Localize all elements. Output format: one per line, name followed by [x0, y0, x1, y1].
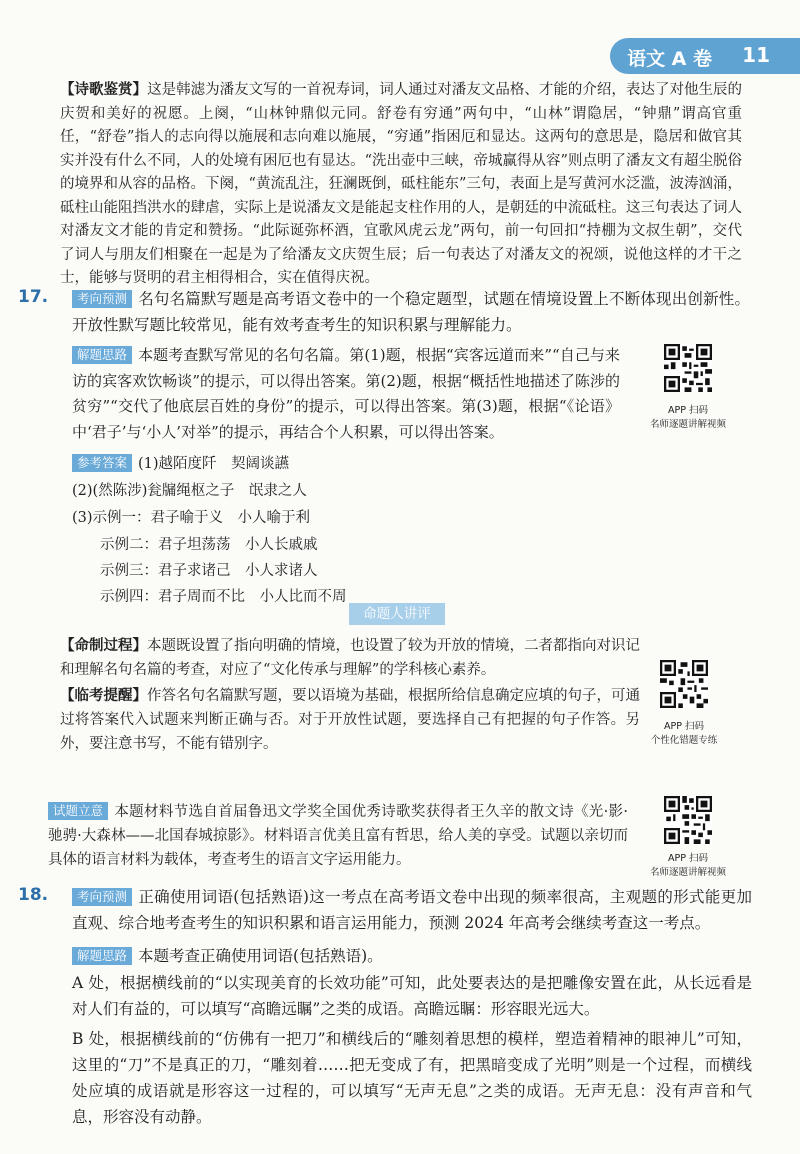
qr-caption-line-2: 名师逐题讲解视频	[649, 419, 726, 430]
intent-tag: 试题立意	[48, 802, 108, 820]
q17-answer-3: (3)示例一：君子喻于义 小人喻于利	[72, 510, 311, 526]
qr-code-icon[interactable]	[664, 796, 712, 844]
q18-a-explanation: A 处，根据横线前的“以实现美育的长效功能”可知，此处要表达的是把雕像安置在此，从长远看是对人们有益的，可以填写“高瞻远瞩”之类的成语。高瞻远瞩：形容眼光远大。	[72, 974, 752, 1018]
intent-text: 本题材料节选自首届鲁迅文学奖全国优秀诗歌奖获得者王久辛的散文诗《光·影·驰骋·大森林——北国春城掠影》。材料语言优美且富有哲思，给人美的享受。试题以亲切而具体的语言材料为载体，考查考生的语言文字运用能力。	[48, 804, 628, 868]
q18-prediction	[72, 884, 752, 936]
q17-predict-text: 名句名篇默写题是高考语文卷中的一个稳定题型，试题在情境设置上不断体现出创新性。开放性默写题比较常见，能有效考查考生的知识积累与理解能力。	[72, 290, 750, 334]
qr-caption-line-2: 名师逐题讲解视频	[649, 867, 726, 878]
commentary-process	[60, 634, 640, 682]
q18-predict-tag: 考向预测	[72, 888, 132, 906]
poem-appreciation	[60, 78, 742, 291]
q18-thinking-tag: 解题思路	[72, 947, 132, 965]
q17-answer-4: 示例二：君子坦荡荡 小人长戚戚	[100, 537, 318, 553]
poem-label: 【诗歌鉴赏】	[60, 81, 148, 98]
reminder-label: 【临考提醒】	[60, 687, 147, 704]
question-17-number: 17.	[18, 287, 49, 307]
qr-code-icon[interactable]	[660, 660, 708, 708]
q17-answer-tag: 参考答案	[72, 454, 132, 472]
q18-b-explanation: B 处，根据横线前的“仿佛有一把刀”和横线后的“雕刻着思想的模样，塑造着精神的眼神儿”可知，这里的“刀”不是真正的刀，“雕刻着……把无变成了有，把黑暗变成了光明”则是一个过程，而横线处应填的成语就是形容这一过程的，可以填写“无声无息”之类的成语。无声无息：没有声音和气息，形容没有动静。	[72, 1030, 752, 1126]
commentary-banner: 命题人讲评	[349, 603, 445, 625]
q17-thinking-tag: 解题思路	[72, 346, 132, 364]
q18-thinking	[72, 944, 383, 966]
q17-answer-5: 示例三：君子求诸己 小人求诸人	[100, 563, 318, 579]
subject-title: 语文 A 卷	[627, 48, 712, 70]
q17-qr-caption	[628, 404, 748, 432]
reminder-text: 作答名句名篇默写题，要以语境为基础，根据所给信息确定应填的句子，可通过将答案代入试题来判断正确与否。对于开放性试题，要选择自己有把握的句子作答。另外，要注意书写，不能有错别字。	[60, 688, 640, 752]
poem-text: 这是韩滤为潘友文写的一首祝寿词，词人通过对潘友文品格、才能的介绍，表达了对他生辰的庆贺和美好的祝愿。上阕，“山林钟鼎似元同。舒卷有穷通”两句中，“山林”谓隐居，“钟鼎”谓高官重任，“舒卷”指人的志向得以施展和志向难以施展，“穷通”指困厄和显达。这两句的意思是，隐居和做官其实并没有什么不同，人的处境有困厄也有显达。“洗出壶中三峡，帝城赢得从容”则点明了潘友文有超尘脱俗的境界和从容的品格。下阕，“黄流乱注，狂澜既倒，砥柱能东”三句，表面上是写黄河水泛滥，波涛汹涌，砥柱山能阻挡洪水的肆虐，实际上是说潘友文是能起支柱作用的人，是朝廷的中流砥柱。这三句表达了词人对潘友文才能的肯定和赞扬。“此际诞弥杯酒，宜歌风虎云龙”两句，前一句回扣“持棚为文叔生朝”，交代了词人与朋友们相聚在一起是为了给潘友文庆贺生辰；后一句表达了对潘友文的祝颂，说他这样的才干之士，能够与贤明的君主相得相合，实在值得庆祝。	[60, 82, 743, 286]
qr-caption-line-2: 个性化错题专练	[650, 735, 718, 746]
commentary-qr-caption	[624, 720, 744, 748]
process-label: 【命制过程】	[60, 637, 147, 654]
answer-line: (1)越陌度阡 契阔谈讌	[138, 456, 290, 472]
page-number: 11	[742, 43, 770, 67]
q17-answer-6: 示例四：君子周而不比 小人比而不周	[100, 589, 347, 605]
q17-thinking	[72, 343, 620, 445]
qr-code-icon[interactable]	[664, 344, 712, 392]
q18-thinking-text: 本题考查正确使用词语(包括熟语)。	[138, 947, 383, 965]
q17-answer-2: (2)(然陈涉)瓮牖绳枢之子 氓隶之人	[72, 483, 307, 499]
question-18-number: 18.	[18, 885, 49, 905]
qr-caption-line-1: APP 扫码	[668, 405, 708, 416]
q17-answer-1	[72, 452, 289, 473]
qr-caption-line-1: APP 扫码	[664, 721, 704, 732]
q18-predict-text: 正确使用词语(包括熟语)这一考点在高考语文卷中出现的频率很高，主观题的形式能更加直观、综合地考查考生的知识积累和语言运用能力，预测 2024 年高考会继续考查这一考点。	[72, 888, 752, 932]
q17-predict-tag: 考向预测	[72, 290, 132, 308]
process-text: 本题既设置了指向明确的情境，也设置了较为开放的情境，二者都指向对识记和理解名句名篇的考查，对应了“文化传承与理解”的学科核心素养。	[60, 638, 640, 678]
intent-qr-caption	[628, 852, 748, 880]
intent	[48, 800, 628, 872]
q17-prediction	[72, 286, 750, 338]
q17-thinking-text: 本题考查默写常见的名句名篇。第(1)题，根据“宾客远道而来”“自己与来访的宾客欢饮畅谈”的提示，可以得出答案。第(2)题，根据“概括性地描述了陈涉的贫穷”“交代了他底层百姓的身份”的提示，可以得出答案。第(3)题，根据“《论语》中‘君子’与‘小人’对举”的提示，再结合个人积累，可以得出答案。	[72, 346, 620, 441]
commentary-reminder	[60, 684, 640, 756]
qr-caption-line-1: APP 扫码	[668, 853, 708, 864]
